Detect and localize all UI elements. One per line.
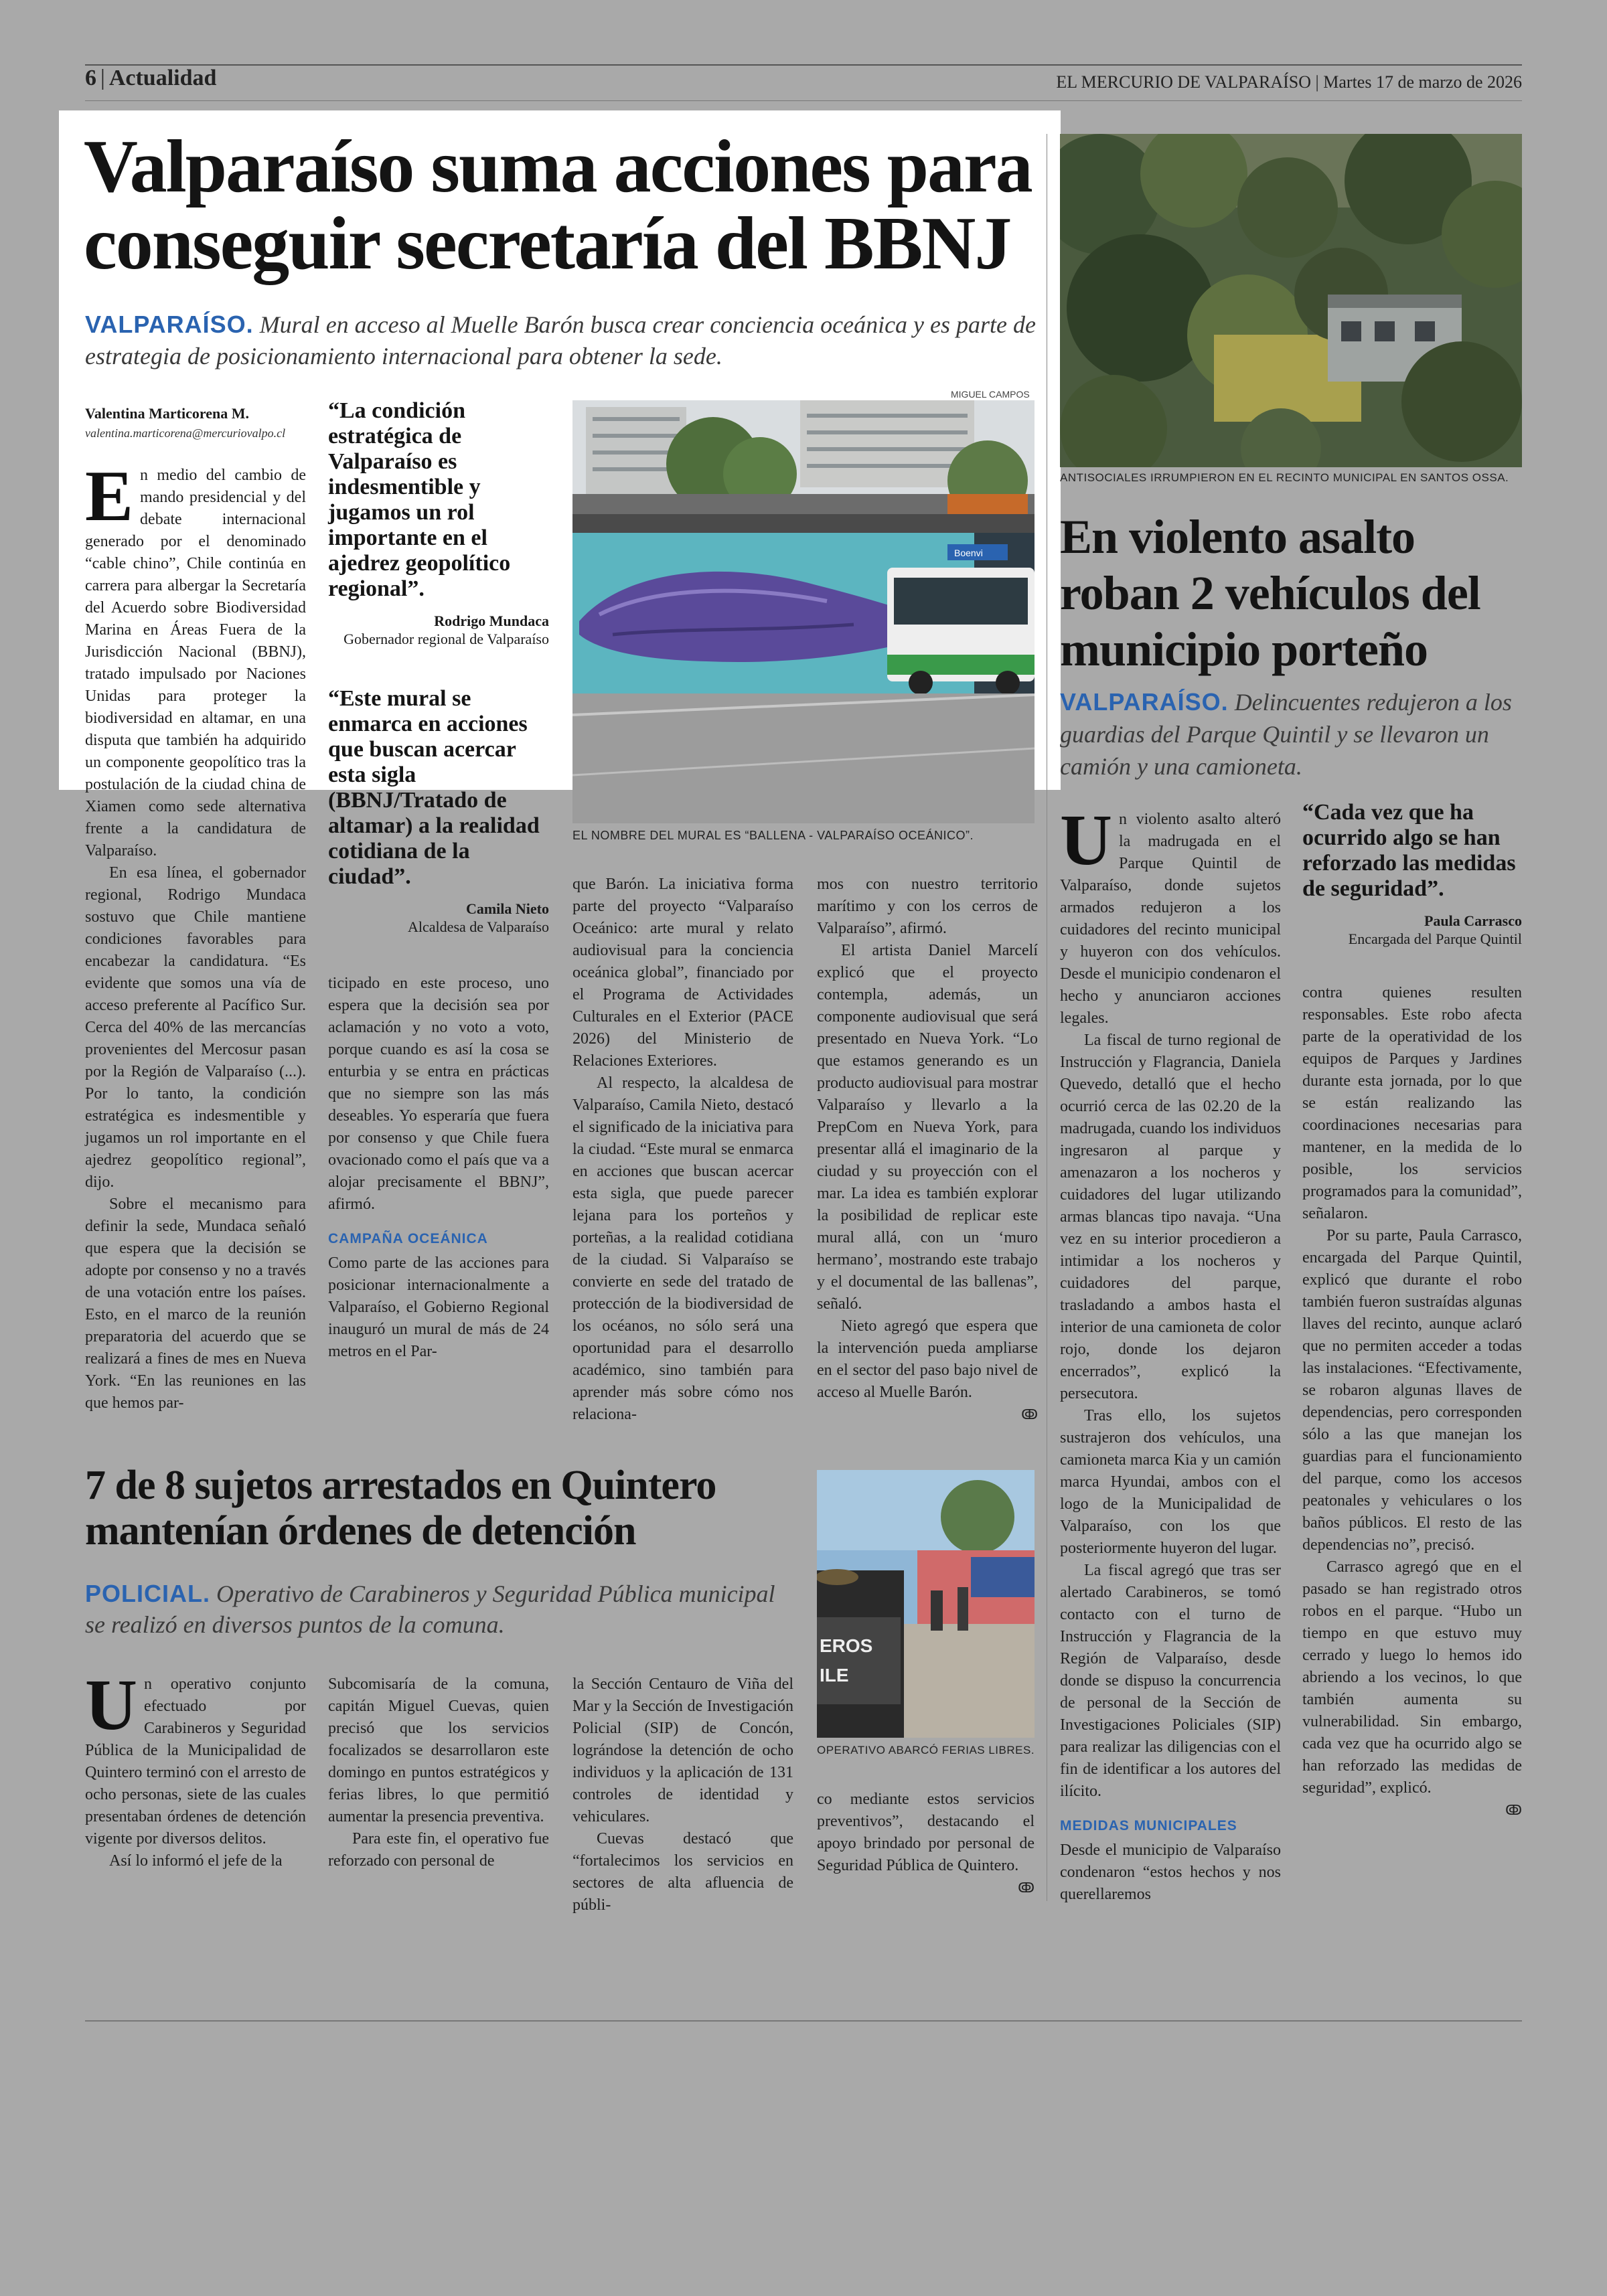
- quote-2-name: Camila Nieto: [465, 900, 549, 917]
- park-photo-caption: ANTISOCIALES IRRUMPIERON EN EL RECINTO MUNICIPAL EN SANTOS OSSA.: [1060, 471, 1509, 484]
- paragraph: n medio del cambio de mando presidencial y del debate internacional generado por el denominado “cable chino”, Chile continúa en carrera para albergar la Secretaría del Acuerdo sobre Biodiversidad Marina en Áreas Fuera de la Jurisdicción Nacional (BBNJ), tratado impulsado por Naciones Unidas para proteger la biodiversidad en altamar, en una disputa que también ha adquirido un componente geopolítico tras la postulación de la ciudad china de Xiamen como sede alternativa frente a la candidatura de Valparaíso.: [85, 467, 306, 859]
- paragraph: Por su parte, Paula Carrasco, encargada del Parque Quintil, explicó que durante el robo también fueron sustraídas algunas llaves del recinto, aunque aclaró que no permiten acceder a todas las instalaciones. “Efectivamente, se robaron algunas llaves de dependencias, pero corresponden sólo a las que manejan los guardias para el funcionamiento del parque, como los accesos peatonales y vehiculares o los baños públicos. El resto de las dependencias no”, precisó.: [1302, 1227, 1522, 1554]
- masthead-info: EL MERCURIO DE VALPARAÍSO | Martes 17 de marzo de 2026: [1056, 72, 1522, 92]
- bottom-tag: POLICIAL.: [85, 1580, 210, 1607]
- main-deck: [85, 309, 1043, 372]
- main-column-1: [85, 405, 306, 1414]
- bottom-drop-cap: U: [85, 1665, 137, 1745]
- bottom-column-1: [85, 1665, 306, 1872]
- right-headline-line3: municipio porteño: [1060, 623, 1428, 676]
- campaign-subhead: CAMPAÑA OCEÁNICA: [328, 1231, 488, 1246]
- paragraph: mos con nuestro territorio marítimo y con los cerros de Valparaíso”, afirmó.: [817, 876, 1038, 937]
- drop-cap: E: [85, 457, 134, 536]
- paragraph: Así lo informó el jefe de la: [109, 1852, 283, 1870]
- end-mark-icon: ↂ: [1018, 1880, 1035, 1896]
- paragraph: Subcomisaría de la comuna, capitán Miguel Cuevas, quien precisó que los servicios focalizados se desarrollaron este domingo en puntos estratégicos y ferias libres, lo que permitió aumentar la presencia preventiva.: [328, 1675, 549, 1825]
- paragraph: contra quienes resulten responsables. Este robo afecta parte de la operatividad de los equipos de Parques y Jardines durante esta jornada, por lo que se están realizando las coordinaciones necesarias para mantener, en la medida de lo posible, los servicios programados para la comunidad”, señalaron.: [1302, 984, 1522, 1222]
- vest-text-1: EROS: [820, 1635, 873, 1656]
- paragraph: Cuevas destacó que “fortalecimos los servicios en sectores de alta afluencia de públi-: [572, 1830, 793, 1914]
- right-drop-cap: U: [1060, 801, 1112, 880]
- right-column-2: [1302, 800, 1522, 1821]
- author-email: valentina.marticorena@mercuriovalpo.cl: [85, 426, 286, 440]
- right-quote-name: Paula Carrasco: [1424, 912, 1522, 929]
- publication-name: EL MERCURIO DE VALPARAÍSO: [1056, 72, 1312, 92]
- paragraph: Sobre el mecanismo para definir la sede, Mundaca señaló que espera que la decisión se adopte por consenso y no a través de una votación entre los países. Esto, en el marco de la reunión preparatoria del acuerdo que se realizará a fines de mes en Nueva York. “En las reuniones en las que hemos par-: [85, 1196, 306, 1412]
- bottom-rule: [85, 2020, 1522, 2022]
- photo-credit: MIGUEL CAMPOS: [951, 389, 1030, 400]
- right-headline-line1: En violento asalto: [1060, 510, 1415, 564]
- paragraph: Tras ello, los sujetos sustrajeron dos vehículos, una camioneta marca Kia y un camión marca Hyundai, ambos con el logo de la Municipalidad de Valparaíso, con los que posteriormente huyeron del lugar.: [1060, 1407, 1281, 1557]
- measures-subhead: MEDIDAS MUNICIPALES: [1060, 1818, 1237, 1833]
- top-rule: [85, 64, 1522, 66]
- main-column-2: [328, 398, 549, 1363]
- paragraph: Desde el municipio de Valparaíso condenaron “estos hechos y nos querellaremos: [1060, 1841, 1281, 1903]
- quote-1-role: Gobernador regional de Valparaíso: [343, 631, 549, 647]
- quote-2-role: Alcaldesa de Valparaíso: [408, 918, 549, 935]
- page-section-label: 6 | Actualidad: [85, 66, 217, 90]
- bottom-deck-text: Operativo de Carabineros y Seguridad Pública municipal se realizó en diversos puntos de la comuna.: [85, 1580, 775, 1638]
- main-column-3: [572, 874, 793, 1426]
- right-headline-line2: roban 2 vehículos del: [1060, 566, 1480, 620]
- main-tag: VALPARAÍSO.: [85, 311, 254, 338]
- main-deck-text: Mural en acceso al Muelle Barón busca crear conciencia oceánica y es parte de estrategia de posicionamiento internacional para obtener la sede.: [85, 311, 1036, 370]
- bottom-column-4: [817, 1789, 1035, 1899]
- section-name: Actualidad: [108, 66, 217, 90]
- paragraph: En esa línea, el gobernador regional, Rodrigo Mundaca sostuvo que Chile mantiene condiciones favorables para encabezar la candidatura. “Es evidente que somos una vía de acceso preferente al Pacífico Sur. Cerca del 40% de las mercancías provenientes del Mercosur pasan por la Región de Valparaíso (...). Por lo tanto, la condición estratégica es indesmentible y jugamos un rol importante en el ajedrez geopolítico regional”, dijo.: [85, 864, 306, 1191]
- right-deck: [1060, 686, 1522, 783]
- mural-photo-caption: EL NOMBRE DEL MURAL ES “BALLENA - VALPARAÍSO OCEÁNICO”.: [572, 829, 974, 842]
- bottom-headline: [85, 1463, 795, 1554]
- paragraph: ticipado en este proceso, uno espera que la decisión sea por aclamación y no voto a voto, porque cuando es así la cosa se enturbia y se entra en prácticas que no siempre son las más deseables. Yo esperaría que fuera por consenso y que Chile fuera ovacionado como el país que va a alojar precisamente el BBNJ”, afirmó.: [328, 975, 549, 1213]
- paragraph: Para este fin, el operativo fue reforzado con personal de: [328, 1830, 549, 1870]
- right-column-1: [1060, 801, 1281, 1906]
- mural-photo: [572, 400, 1035, 823]
- right-headline: [1060, 509, 1529, 677]
- bottom-deck: [85, 1578, 788, 1640]
- bottom-headline-line2: mantenían órdenes de detención: [85, 1508, 636, 1554]
- right-tag: VALPARAÍSO.: [1060, 688, 1229, 716]
- paragraph: la Sección Centauro de Viña del Mar y la Sección de Investigación Policial (SIP) de Concón, lográndose la detención de ocho individuos y la aplicación de 131 controles de identidad y vehiculares.: [572, 1675, 793, 1825]
- paragraph: n operativo conjunto efectuado por Carabineros y Seguridad Pública de la Municipalidad de Quintero terminó con el arresto de ocho personas, siete de las cuales presentaban órdenes de detención vigente por diversos delitos.: [85, 1675, 306, 1848]
- paragraph: Nieto agregó que espera que la intervención pueda ampliarse en el sector del paso bajo nivel de acceso al Muelle Barón.: [817, 1317, 1038, 1401]
- right-deck-text: Delincuentes redujeron a los guardias del Parque Quintil y se llevaron un camión y una camioneta.: [1060, 689, 1512, 780]
- paragraph: La fiscal de turno regional de Instrucción y Flagrancia, Daniela Quevedo, detalló que el hecho ocurrió cerca de las 02.20 de la madrugada, cuando los individuos ingresaron al parque y amenazaron a los nocheros y cuidadores del lugar utilizando armas blancas tipo navaja. “Una vez en su interior procedieron a intimidar a los nocheros y cuidadores del parque, trasladando a ambos hasta el interior de una camioneta de color rojo, donde los dejaron encerrados”, explicó la persecutora.: [1060, 1032, 1281, 1402]
- market-photo: [817, 1470, 1035, 1738]
- vest-text-2: ILE: [820, 1665, 849, 1686]
- pull-quote-1: “La condición estratégica de Valparaíso es indesmentible y jugamos un rol importante en el ajedrez geopolítico regional”.: [328, 398, 511, 601]
- paragraph: n violento asalto alteró la madrugada en el Parque Quintil de Valparaíso, donde sujetos armados redujeron a los cuidadores del recinto municipal y huyeron con dos vehículos. Desde el municipio condenaron el hecho y anunciaron acciones legales.: [1060, 811, 1281, 1027]
- issue-date: Martes 17 de marzo de 2026: [1323, 72, 1522, 92]
- main-headline: [84, 125, 1061, 286]
- right-quote-role: Encargada del Parque Quintil: [1348, 930, 1522, 947]
- author-name: Valentina Marticorena M.: [85, 405, 250, 422]
- page-number: 6: [85, 66, 96, 90]
- park-photo: [1060, 134, 1522, 467]
- bus-sign-text: Boenvi: [954, 548, 983, 558]
- market-photo-caption: OPERATIVO ABARCÓ FERIAS LIBRES.: [817, 1744, 1035, 1756]
- paragraph: co mediante estos servicios preventivos”, destacando el apoyo brindado por personal de Seguridad Pública de Quintero.: [817, 1791, 1035, 1874]
- paragraph: La fiscal agregó que tras ser alertado Carabineros, se tomó contacto con el turno de Instrucción y Flagrancia de la Región de Valparaíso, desde donde se dispuso la concurrencia de personal de la Sección de Investigaciones Policiales (SIP) para realizar las diligencias con el fin de identificar a los autores del ilícito.: [1060, 1562, 1281, 1800]
- quote-1-name: Rodrigo Mundaca: [434, 612, 549, 629]
- header-rule: [85, 100, 1522, 101]
- bottom-column-2: [328, 1673, 549, 1872]
- end-mark-icon: ↂ: [1021, 1406, 1038, 1422]
- paragraph: Carrasco agregó que en el pasado se han registrado otros robos en el parque. “Hubo un tiempo en que estuvo muy cerrado y luego lo hemos ido abriendo a los vecinos, lo que también aumenta su vulnerabilidad. Sin embargo, cada vez que ha ocurrido algo se han reforzado las medidas de seguridad”, explicó.: [1302, 1558, 1522, 1797]
- main-headline-line2: conseguir secretaría del BBNJ: [84, 202, 1011, 286]
- main-headline-line1: Valparaíso suma acciones para: [84, 125, 1032, 208]
- end-mark-icon: ↂ: [1505, 1802, 1522, 1818]
- bottom-headline-line1: 7 de 8 sujetos arrestados en Quintero: [85, 1463, 716, 1508]
- paragraph: El artista Daniel Marcelí explicó que el proyecto contempla, además, un componente audiovisual que será presentado en Nueva York. “Lo que estamos generando es un producto audiovisual para mostrar Valparaíso y llevarlo a la PrepCom en Nueva York, para presentar allá el imaginario de la ciudad y su proyección con el mar. La idea es también explorar la posibilidad de replicar este mural allá, con un ‘muro hermano’, mostrando este trabajo y el documental de las ballenas”, señaló.: [817, 942, 1038, 1313]
- pull-quote-2: “Este mural se enmarca en acciones que buscan acercar esta sigla (BBNJ/Tratado de altamar) a la realidad cotidiana de la ciudad”.: [328, 686, 540, 889]
- right-pull-quote: “Cada vez que ha ocurrido algo se han reforzado las medidas de seguridad”.: [1302, 800, 1516, 901]
- paragraph: que Barón. La iniciativa forma parte del proyecto “Valparaíso Oceánico: arte mural y relato audiovisual para la conciencia oceánica global”, financiado por el Programa de Actividades Culturales en el Exterior (PACE 2026) del Ministerio de Relaciones Exteriores.: [572, 876, 793, 1070]
- main-column-4: [817, 874, 1038, 1426]
- paragraph: Como parte de las acciones para posicionar internacionalmente a Valparaíso, el Gobierno Regional inauguró un mural de más de 24 metros en el Par-: [328, 1254, 549, 1360]
- bottom-column-3: [572, 1673, 793, 1916]
- paragraph: Al respecto, la alcaldesa de Valparaíso, Camila Nieto, destacó el significado de la iniciativa para la ciudad. “Este mural se enmarca en acciones que buscan acercar esta sigla, que puede parecer lejana para los porteños y porteñas, a la realidad cotidiana de la ciudad. Si Valparaíso se convierte en sede del tratado de protección de la biodiversidad de los océanos, no sólo será una oportunidad para el desarrollo académico, sino también para aprender más sobre cómo nos relaciona-: [572, 1074, 793, 1423]
